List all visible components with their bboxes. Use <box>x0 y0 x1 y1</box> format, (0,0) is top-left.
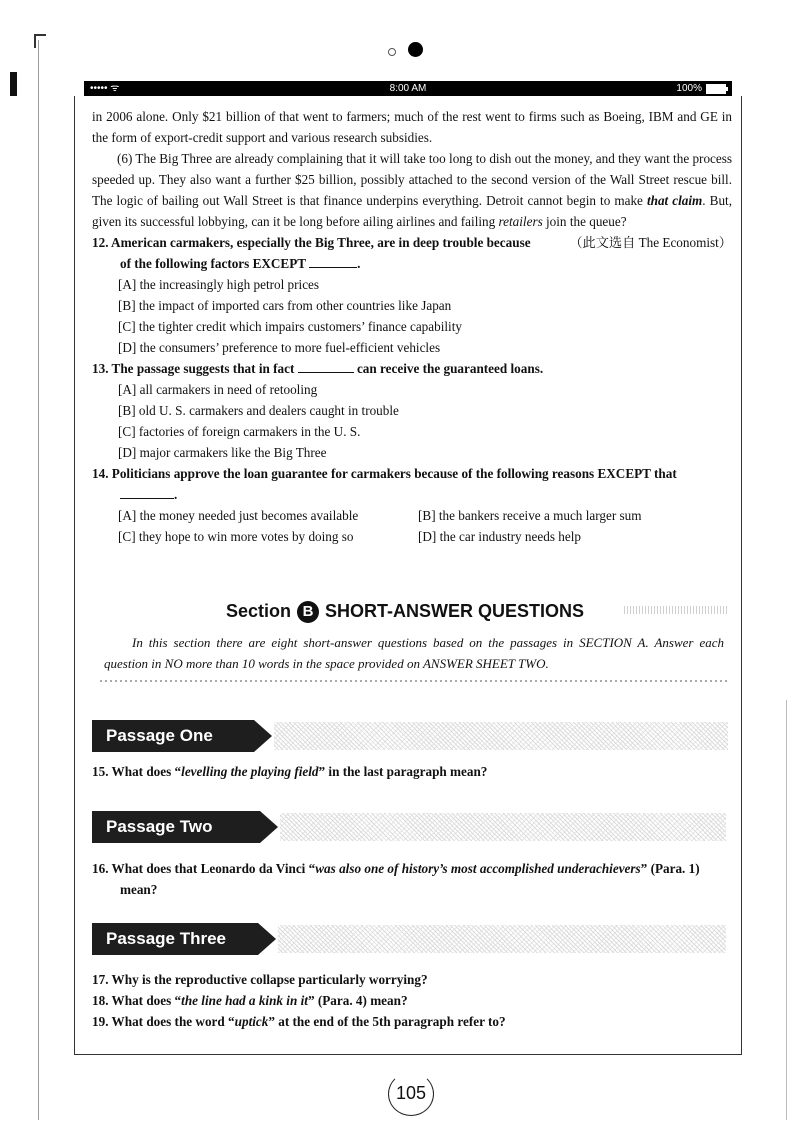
signal-icon: ••••• <box>90 83 108 94</box>
option-item: [C] they hope to win more votes by doing so <box>118 529 354 544</box>
question-15 <box>92 764 487 780</box>
banner-arrow-icon <box>254 720 272 752</box>
answer-blank <box>120 498 174 499</box>
section-heading <box>226 598 584 624</box>
section-instructions: In this section there are eight short-answer questions based on the passages in SECTION A. Answer each question in NO more than 10 words in the space provided on ANSWER SHEET TWO. <box>104 635 724 671</box>
option-item: [D] major carmakers like the Big Three <box>118 445 327 460</box>
banner-label: Passage One <box>92 720 254 752</box>
paragraph-text: (6) The Big Three are already complaining that it will take too long to dish out the money, and they want the process speeded up. They also want a further $25 billion, possibly attached to the second version of the Wall Street rescue bill. The logic of bailing out Wall Street is that finance underpins everything. Detroit cannot begin to make <box>92 151 733 208</box>
question-quote: was also one of history’s most accomplished underachievers <box>315 861 641 876</box>
question-text: ” at the end of the 5th paragraph refer to? <box>268 1014 506 1029</box>
question-18 <box>92 990 506 1011</box>
question-stem-end: . <box>174 487 178 502</box>
option-row <box>92 505 732 526</box>
banner-arrow-icon <box>260 811 278 843</box>
question-text: ” in the last paragraph mean? <box>318 764 488 779</box>
question-stem: 14. Politicians approve the loan guarantee for carmakers because of the following reasons EXCEPT that <box>92 466 677 481</box>
question-stem-end: can receive the guaranteed loans. <box>353 361 544 376</box>
question-16 <box>92 858 732 900</box>
option-item: [C] the tighter credit which impairs customers’ finance capability <box>118 319 462 334</box>
answer-blank <box>298 372 354 373</box>
emphasis-text: that claim <box>646 193 703 208</box>
emphasis-text: retailers <box>498 214 543 229</box>
question-stem: 13. The passage suggests that in fact <box>92 361 298 376</box>
banner-texture <box>274 722 728 750</box>
option-item: [B] the bankers receive a much larger sum <box>418 508 642 523</box>
question-19 <box>92 1011 506 1032</box>
question-text: 18. What does “ <box>92 993 182 1008</box>
section-title-text: SHORT-ANSWER QUESTIONS <box>325 601 585 621</box>
margin-bar <box>10 72 17 96</box>
section-letter-badge: B <box>297 601 319 623</box>
question-14 <box>92 463 732 505</box>
option-item: [B] old U. S. carmakers and dealers caught in trouble <box>118 403 399 418</box>
question-quote: the line had a kink in it <box>181 993 308 1008</box>
option-item: [A] the money needed just becomes available <box>118 508 359 523</box>
margin-line-right <box>786 700 787 1120</box>
sensor-dot <box>388 48 396 56</box>
question-text: ” (Para. 4) mean? <box>307 993 408 1008</box>
question-quote: levelling the playing field <box>181 764 319 779</box>
question-17: 17. Why is the reproductive collapse particularly worrying? <box>92 972 428 987</box>
battery-icon <box>706 84 726 94</box>
banner-texture <box>278 925 726 953</box>
banner-arrow-icon <box>258 923 276 955</box>
question-text: 16. What does that Leonardo da Vinci “ <box>92 861 316 876</box>
divider <box>100 680 728 682</box>
option-item: [D] the consumers’ preference to more fuel-efficient vehicles <box>118 340 441 355</box>
margin-mark <box>34 34 46 48</box>
banner-label: Passage Two <box>92 811 260 843</box>
option-item: [A] all carmakers in need of retooling <box>118 382 318 397</box>
question-13 <box>92 358 732 379</box>
section-prefix: Section <box>226 601 292 621</box>
decorative-hatch <box>624 606 728 614</box>
option-item: [D] the car industry needs help <box>418 529 581 544</box>
question-text: 15. What does “ <box>92 764 182 779</box>
question-stem-end: . <box>357 256 361 271</box>
question-stem: 12. American carmakers, especially the Big Three, are in deep trouble because of the following factors EXCEPT <box>92 235 531 271</box>
question-text: ” (Para. 1) mean? <box>120 861 700 897</box>
battery-percent: 100% <box>676 83 702 94</box>
source-citation: （此文选自 The Economist） <box>569 235 732 250</box>
paragraph-text: . But, given its successful lobbying, can it be long before ailing airlines and failing <box>92 193 732 229</box>
option-item: [B] the impact of imported cars from other countries like Japan <box>118 298 452 313</box>
reading-content <box>92 106 732 547</box>
status-time: 8:00 AM <box>389 83 427 94</box>
wifi-icon: ᯤ <box>110 83 120 94</box>
passage-paragraph <box>92 148 733 250</box>
question-text: 19. What does the word “ <box>92 1014 235 1029</box>
passage-paragraph: in 2006 alone. Only $21 billion of that went to farmers; much of the rest went to firms such as Boeing, IBM and GE in the form of export-credit support and various research subsidies. <box>92 109 732 145</box>
banner-texture <box>280 813 726 841</box>
option-row <box>92 526 732 547</box>
question-list <box>92 969 506 1032</box>
margin-line <box>38 40 39 1120</box>
camera-icon <box>408 42 423 57</box>
page-number: 105 <box>386 1068 436 1118</box>
banner-label: Passage Three <box>92 923 258 955</box>
paragraph-text: join the queue? <box>542 214 627 229</box>
status-bar <box>84 81 732 96</box>
answer-blank <box>309 267 357 268</box>
question-quote: uptick <box>234 1014 269 1029</box>
option-item: [C] factories of foreign carmakers in the U. S. <box>118 424 361 439</box>
option-item: [A] the increasingly high petrol prices <box>118 277 320 292</box>
